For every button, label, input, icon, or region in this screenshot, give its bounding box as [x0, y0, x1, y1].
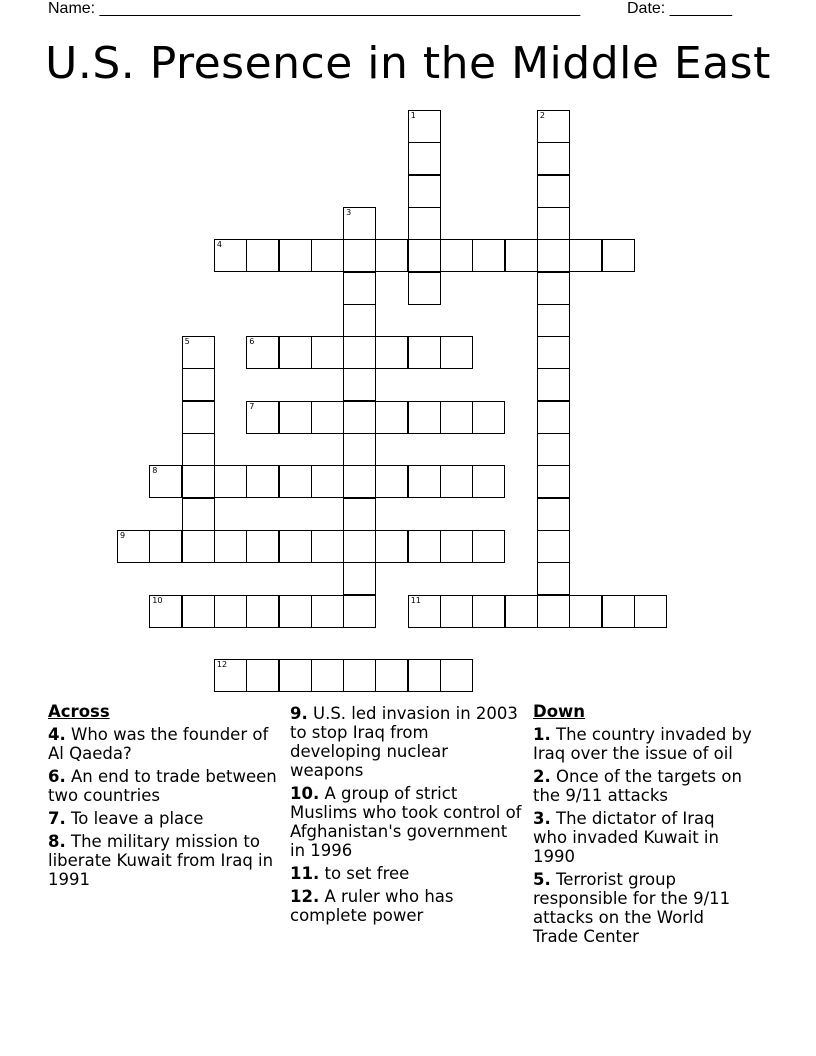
crossword-cell[interactable] — [343, 498, 376, 531]
crossword-cell[interactable] — [246, 530, 279, 563]
crossword-cell[interactable] — [311, 336, 344, 369]
crossword-cell[interactable] — [214, 465, 247, 498]
crossword-cell[interactable] — [440, 336, 473, 369]
crossword-cell[interactable] — [472, 239, 505, 272]
crossword-cell[interactable] — [246, 401, 279, 434]
crossword-cell[interactable] — [537, 304, 570, 337]
page-title: U.S. Presence in the Middle East — [45, 38, 771, 89]
cell-number: 1 — [410, 111, 416, 120]
crossword-cell[interactable] — [537, 465, 570, 498]
crossword-cell[interactable] — [408, 530, 441, 563]
crossword-cell[interactable] — [537, 498, 570, 531]
crossword-cell[interactable] — [634, 595, 667, 628]
cell-number: 6 — [249, 337, 255, 347]
crossword-cell[interactable] — [537, 368, 570, 401]
clue-across-8: 8. The military mission to liberate Kuwait from Iraq in 1991 — [48, 832, 274, 889]
date-field-label: Date: _______ — [627, 0, 732, 17]
crossword-cell[interactable] — [537, 530, 570, 563]
crossword-cell[interactable] — [375, 659, 408, 692]
crossword-cell[interactable] — [343, 433, 376, 466]
crossword-cell[interactable] — [311, 239, 344, 272]
crossword-cell[interactable] — [182, 595, 215, 628]
crossword-cell[interactable] — [408, 595, 441, 628]
crossword-cell[interactable] — [408, 110, 441, 143]
crossword-cell[interactable] — [343, 465, 376, 498]
crossword-cell[interactable] — [343, 595, 376, 628]
across-clues-column-2 — [290, 704, 522, 929]
crossword-cell[interactable] — [375, 401, 408, 434]
crossword-cell[interactable] — [279, 336, 312, 369]
crossword-cell[interactable] — [149, 595, 182, 628]
clue-down-1: 1. The country invaded by Iraq over the issue of oil — [533, 725, 752, 763]
crossword-cell[interactable] — [182, 530, 215, 563]
crossword-cell[interactable] — [375, 239, 408, 272]
crossword-cell[interactable] — [602, 239, 635, 272]
crossword-cell[interactable] — [246, 336, 279, 369]
cell-number: 12 — [216, 660, 228, 670]
cell-number: 2 — [539, 111, 545, 120]
down-heading: Down — [533, 702, 586, 721]
crossword-cell[interactable] — [505, 595, 538, 628]
crossword-cell[interactable] — [408, 207, 441, 240]
crossword-cell[interactable] — [537, 272, 570, 305]
crossword-cell[interactable] — [408, 175, 441, 208]
crossword-cell[interactable] — [149, 465, 182, 498]
crossword-cell[interactable] — [311, 401, 344, 434]
crossword-cell[interactable] — [343, 304, 376, 337]
crossword-cell[interactable] — [375, 336, 408, 369]
crossword-cell[interactable] — [182, 368, 215, 401]
crossword-cell[interactable] — [472, 530, 505, 563]
crossword-cell[interactable] — [537, 595, 570, 628]
crossword-cell[interactable] — [182, 498, 215, 531]
crossword-cell[interactable] — [537, 401, 570, 434]
crossword-cell[interactable] — [408, 465, 441, 498]
crossword-cell[interactable] — [117, 530, 150, 563]
crossword-cell[interactable] — [408, 142, 441, 175]
cell-number: 4 — [216, 240, 222, 250]
crossword-cell[interactable] — [537, 336, 570, 369]
crossword-cell[interactable] — [343, 530, 376, 563]
crossword-cell[interactable] — [149, 530, 182, 563]
down-clues-column — [533, 702, 753, 950]
crossword-cell[interactable] — [440, 530, 473, 563]
cell-number: 9 — [120, 530, 126, 540]
crossword-cell[interactable] — [343, 239, 376, 272]
crossword-cell[interactable] — [182, 401, 215, 434]
crossword-cell[interactable] — [246, 465, 279, 498]
crossword-cell[interactable] — [472, 465, 505, 498]
crossword-cell[interactable] — [343, 207, 376, 240]
crossword-cell[interactable] — [537, 433, 570, 466]
crossword-cell[interactable] — [472, 595, 505, 628]
clue-across-12: 12. A ruler who has complete power — [290, 887, 454, 925]
clue-down-5: 5. Terrorist group responsible for the 9/11 attacks on the World Trade Center — [533, 870, 731, 946]
crossword-cell[interactable] — [472, 401, 505, 434]
crossword-cell[interactable] — [279, 401, 312, 434]
crossword-cell[interactable] — [602, 595, 635, 628]
crossword-cell[interactable] — [440, 239, 473, 272]
crossword-cell[interactable] — [279, 659, 312, 692]
crossword-cell[interactable] — [537, 239, 570, 272]
crossword-cell[interactable] — [343, 368, 376, 401]
crossword-cell[interactable] — [343, 562, 376, 595]
cell-number: 3 — [346, 207, 352, 217]
crossword-cell[interactable] — [408, 401, 441, 434]
cell-number: 5 — [184, 337, 190, 347]
crossword-cell[interactable] — [279, 239, 312, 272]
crossword-cell[interactable] — [440, 659, 473, 692]
crossword-cell[interactable] — [537, 142, 570, 175]
crossword-cell[interactable] — [246, 595, 279, 628]
crossword-cell[interactable] — [408, 272, 441, 305]
across-heading: Across — [48, 702, 110, 721]
clue-down-3: 3. The dictator of Iraq who invaded Kuwait in 1990 — [533, 809, 719, 866]
crossword-cell[interactable] — [246, 659, 279, 692]
crossword-cell[interactable] — [569, 239, 602, 272]
crossword-cell[interactable] — [375, 465, 408, 498]
crossword-cell[interactable] — [537, 207, 570, 240]
crossword-cell[interactable] — [537, 175, 570, 208]
crossword-cell[interactable] — [311, 465, 344, 498]
clue-across-10: 10. A group of strict Muslims who took control of Afghanistan's government in 1996 — [290, 784, 522, 860]
crossword-cell[interactable] — [440, 401, 473, 434]
name-field-label: Name: ______________________________________________________ — [48, 0, 581, 17]
crossword-cell[interactable] — [214, 595, 247, 628]
crossword-cell[interactable] — [408, 336, 441, 369]
crossword-cell[interactable] — [311, 530, 344, 563]
crossword-cell[interactable] — [440, 595, 473, 628]
crossword-cell[interactable] — [408, 239, 441, 272]
crossword-cell[interactable] — [343, 272, 376, 305]
crossword-cell[interactable] — [440, 465, 473, 498]
crossword-cell[interactable] — [569, 595, 602, 628]
crossword-cell[interactable] — [214, 239, 247, 272]
crossword-cell[interactable] — [408, 659, 441, 692]
crossword-cell[interactable] — [182, 336, 215, 369]
across-clues-column-1 — [48, 702, 280, 893]
clue-across-7: 7. To leave a place — [48, 809, 204, 828]
cell-number: 10 — [152, 595, 163, 605]
crossword-cell[interactable] — [343, 336, 376, 369]
crossword-cell[interactable] — [343, 659, 376, 692]
crossword-cell[interactable] — [311, 595, 344, 628]
crossword-cell[interactable] — [343, 401, 376, 434]
crossword-cell[interactable] — [182, 433, 215, 466]
crossword-cell[interactable] — [279, 465, 312, 498]
crossword-cell[interactable] — [537, 110, 570, 143]
cell-number: 11 — [410, 595, 421, 605]
crossword-cell[interactable] — [537, 562, 570, 595]
crossword-cell[interactable] — [505, 239, 538, 272]
clue-down-2: 2. Once of the targets on the 9/11 attacks — [533, 767, 742, 805]
cell-number: 7 — [249, 401, 255, 411]
clue-across-9: 9. U.S. led invasion in 2003 to stop Iraq from developing nuclear weapons — [290, 704, 518, 780]
crossword-cell[interactable] — [375, 530, 408, 563]
clue-across-11: 11. to set free — [290, 864, 410, 883]
crossword-cell[interactable] — [279, 595, 312, 628]
clue-across-4: 4. Who was the founder of Al Qaeda? — [48, 725, 269, 763]
crossword-cell[interactable] — [214, 530, 247, 563]
crossword-cell[interactable] — [182, 465, 215, 498]
crossword-cell[interactable] — [311, 659, 344, 692]
crossword-cell[interactable] — [246, 239, 279, 272]
cell-number: 8 — [152, 466, 158, 476]
crossword-cell[interactable] — [214, 659, 247, 692]
clue-across-6: 6. An end to trade between two countries — [48, 767, 277, 805]
crossword-cell[interactable] — [279, 530, 312, 563]
